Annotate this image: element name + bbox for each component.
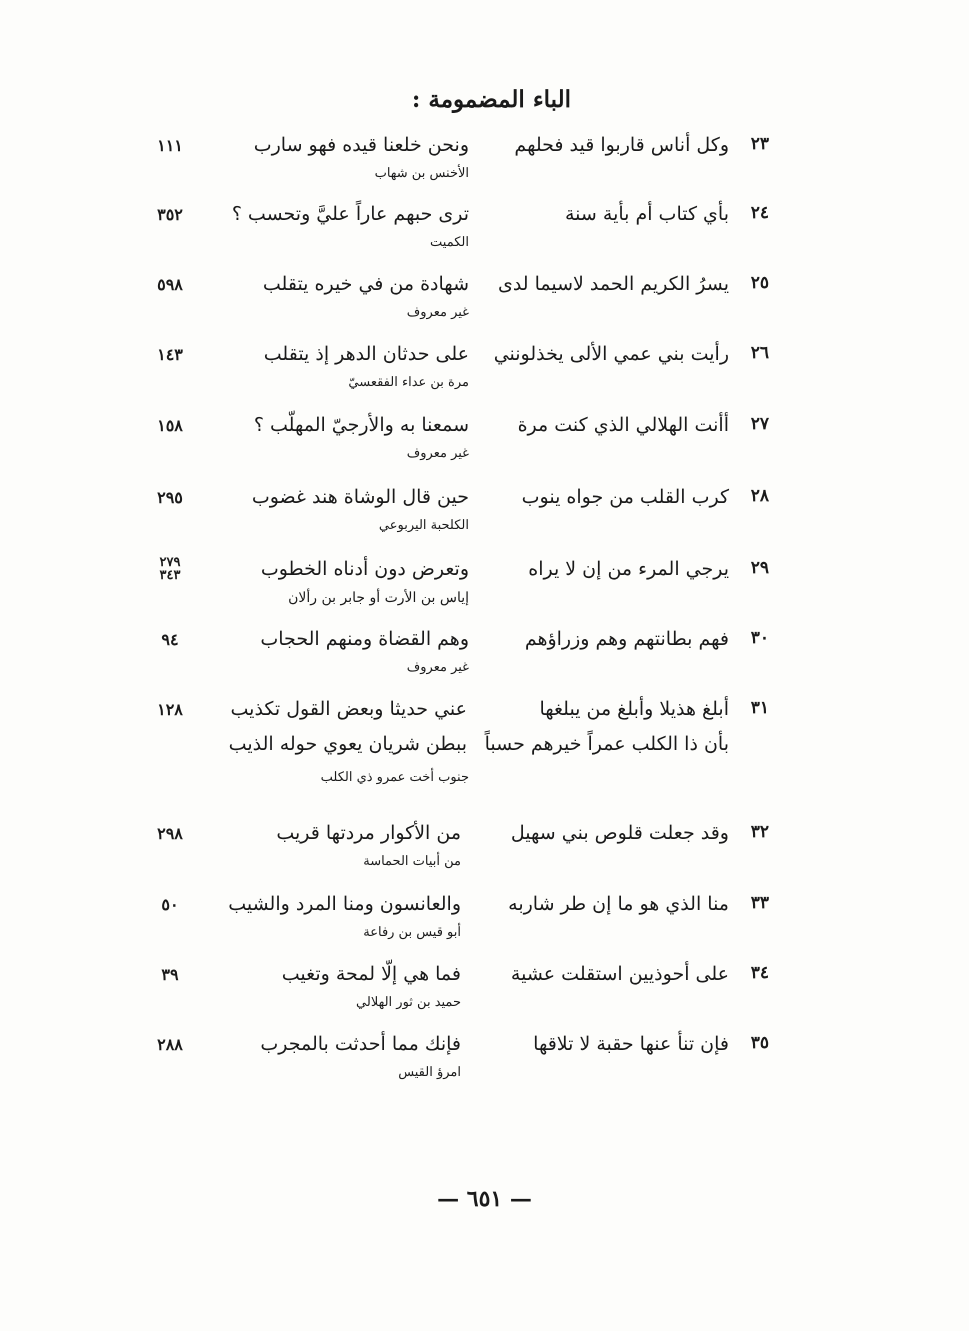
section-heading: الباء المضمومة : — [411, 86, 571, 113]
verse-second-hemistich: ترى حبهم عاراً عليَّ وتحسب ؟ — [231, 203, 469, 225]
page-reference-second: ٣٤٣ — [159, 568, 181, 583]
page-reference: ١١١ — [157, 136, 183, 155]
verse-second-hemistich: على حدثان الدهر إذ يتقلب — [263, 343, 469, 365]
verse-number: ٢٩ — [750, 558, 769, 578]
verse-number: ٣٥ — [750, 1033, 769, 1053]
page-reference: ١٥٨ — [157, 416, 183, 435]
page-number: — ٦٥١ — — [437, 1186, 532, 1212]
poet-name: من أبيات الحماسة — [363, 854, 461, 869]
verse-second-hemistich: حين قال الوشاة هند غضوب — [251, 486, 469, 508]
verse-second-hemistich: شهادة من في خيره يتقلب — [262, 273, 469, 295]
verse-first-hemistich: بأي كتاب أم بأية سنة — [565, 203, 729, 225]
verse-number: ٣١ — [750, 698, 769, 718]
page-reference: ٢٩٥ — [157, 488, 183, 507]
poet-name: الكميت — [430, 235, 469, 250]
verse-second-hemistich: عني حديثا وبعض القول تكذيب — [230, 698, 467, 720]
page-reference: ٥٩٨ — [157, 275, 183, 294]
verse-number: ٣٠ — [750, 628, 769, 648]
verse-first-hemistich: كرب القلب من جواه ينوب — [521, 486, 729, 508]
verse-first-hemistich-line-2: بأن ذا الكلب عمراً خيرهم حسباً — [484, 733, 729, 755]
verse-first-hemistich: منا الذي هو ما إن طر شاربه — [508, 893, 729, 915]
verse-second-hemistich: فإنك مما أحدثت بالمجرب — [260, 1033, 461, 1055]
verse-number: ٢٧ — [750, 414, 769, 434]
page-reference: ٩٤ — [161, 630, 179, 649]
verse-second-hemistich: وهم القضاة ومنهم الحجاب — [260, 628, 469, 650]
verse-number: ٢٤ — [750, 203, 769, 223]
poet-name: امرؤ القيس — [398, 1065, 461, 1080]
verse-second-hemistich: من الأكوار مردتها قريب — [276, 822, 461, 844]
verse-second-hemistich-line-2: ببطن شريان يعوي حوله الذيب — [228, 733, 467, 755]
verse-number: ٣٤ — [750, 963, 769, 983]
verse-first-hemistich: وقد جعلت قلوص بني سهيل — [510, 822, 729, 844]
page-reference: ٢٨٨ — [157, 1035, 183, 1054]
verse-first-hemistich: على أحوذيين استقلت عشية — [510, 963, 729, 985]
verse-first-hemistich: يرجي المرء من إن لا يراه — [528, 558, 729, 580]
poet-name: غير معروف — [406, 305, 469, 320]
verse-number: ٣٣ — [750, 893, 769, 913]
page-reference: ٣٥٢ — [157, 205, 183, 224]
page-reference: ٣٩ — [161, 965, 179, 984]
poet-name: حميد بن ثور الهلالي — [356, 995, 461, 1010]
poet-name: أبو قيس بن رفاعة — [363, 925, 461, 940]
verse-first-hemistich: وكل أناس قاربوا قيد فحلهم — [514, 134, 729, 156]
verse-number: ٢٣ — [750, 134, 769, 154]
verse-first-hemistich: فهم بطانتهم وهم وزراؤهم — [524, 628, 729, 650]
poet-name: جنوب أخت عمرو ذي الكلب — [320, 770, 469, 785]
page-reference: ١٢٨ — [157, 700, 183, 719]
verse-number: ٢٨ — [750, 486, 769, 506]
verse-first-hemistich: فإن تنأ عنها حقبة لا تلاقها — [533, 1033, 729, 1055]
verse-number: ٢٦ — [750, 343, 769, 363]
verse-number: ٢٥ — [750, 273, 769, 293]
poet-name: الكلحبة اليربوعي — [378, 518, 469, 533]
verse-second-hemistich: سمعنا به والأرجيّ المهلّب ؟ — [253, 414, 469, 436]
verse-first-hemistich: رأيت بني عمي الألى يخذلونني — [493, 343, 729, 365]
verse-first-hemistich: أأنت الهلالي الذي كنت مرة — [517, 414, 729, 436]
page-reference — [140, 556, 200, 582]
page-reference-first: ٢٧٩ — [159, 555, 181, 570]
verse-first-hemistich: يسرُ الكريم الحمد لاسيما لدى — [497, 273, 729, 295]
poet-name: مرة بن عداء الفقعسيّ — [348, 375, 469, 390]
poet-name: غير معروف — [406, 660, 469, 675]
verse-second-hemistich: ونحن خلعنا قيده فهو سارب — [253, 134, 469, 156]
poet-name: الأخنس بن شهاب — [374, 166, 469, 181]
page-reference: ٢٩٨ — [157, 824, 183, 843]
poet-name: إياس بن الأرت أو جابر بن رألان — [288, 590, 469, 606]
page-reference: ١٤٣ — [157, 345, 183, 364]
poet-name: غير معروف — [406, 446, 469, 461]
verse-second-hemistich: وتعرض دون أدناه الخطوب — [260, 558, 469, 580]
verse-second-hemistich: فما هي إلّا لمحة وتغيب — [281, 963, 461, 985]
verse-number: ٣٢ — [750, 822, 769, 842]
verse-first-hemistich: أبلغ هذيلا وأبلغ من يبلغها — [539, 698, 729, 720]
page-reference: ٥٠ — [161, 895, 179, 914]
verse-second-hemistich: والعانسون ومنا المرد والشيب — [228, 893, 461, 915]
